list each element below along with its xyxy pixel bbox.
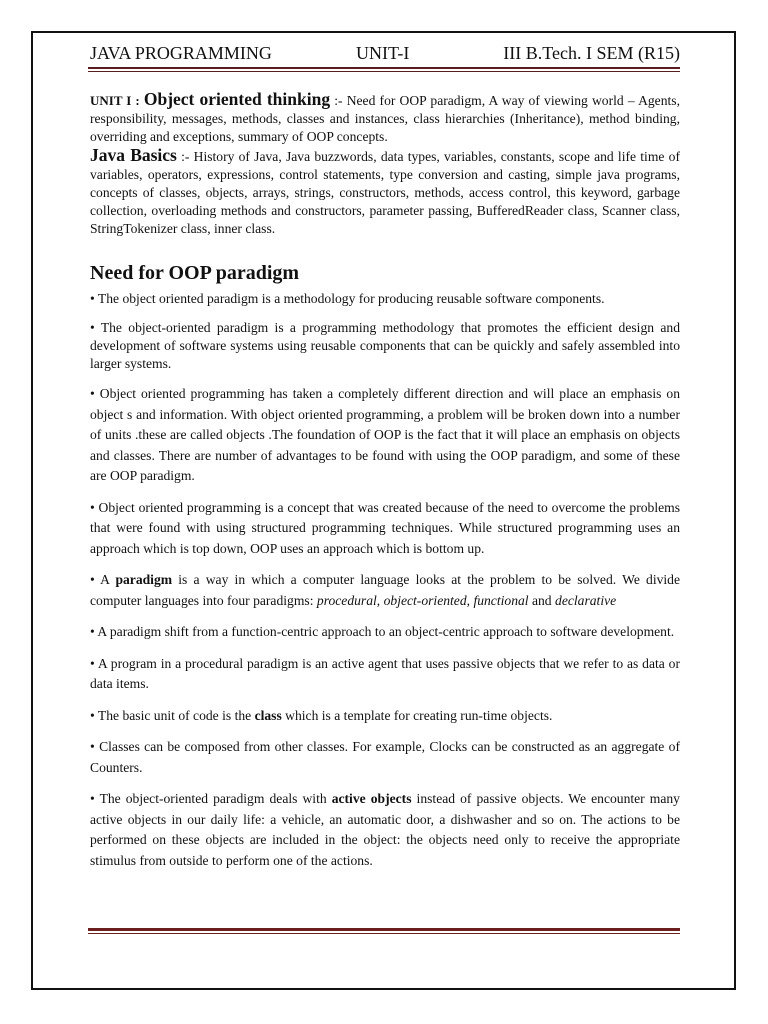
header-unit: UNIT-I [356, 43, 410, 63]
page-header [90, 43, 680, 67]
term-object-oriented: object-oriented [383, 592, 467, 608]
paragraph: • Object oriented programming is a concept that was created because of the need to overcome the problems that were found with using structured programming techniques. While structured programming uses an approach which is top down, OOP uses an approach which is bottom up. [90, 499, 680, 556]
header-course: JAVA PROGRAMMING [90, 43, 272, 63]
text-run: and [528, 592, 556, 608]
paragraph: • The object-oriented paradigm is a programming methodology that promotes the efficient design and development of software systems using reusable components that can be quickly and safely assembled into larger systems. [90, 320, 680, 371]
text-run: • A [90, 572, 116, 587]
text-run: , [466, 592, 474, 608]
java-basics-syllabus [90, 146, 680, 238]
text-run: • The basic unit of code is the [90, 707, 255, 723]
paragraph: • The object oriented paradigm is a methodology for producing reusable software components. [90, 291, 605, 306]
term-declarative: declarative [555, 592, 617, 608]
term-class: class [254, 707, 282, 723]
footer-rule [88, 928, 680, 931]
paragraph [90, 570, 680, 611]
term-functional: functional [473, 592, 529, 608]
paragraph [90, 789, 680, 871]
header-rule [88, 67, 680, 69]
section-title: Need for OOP paradigm [90, 262, 300, 284]
unit-one-syllabus [90, 90, 680, 146]
term-procedural: procedural [316, 592, 377, 608]
text-run: instead of passive objects. We encounter many active objects in our daily life: a vehicle, an automatic door, a dishwasher and so on. The actions to be performed on these objects are included in the object: the objects need only to receive the appropriate stimulus from outside to perform one of the actions. [90, 791, 680, 868]
header-rule-thin [88, 71, 680, 72]
term-active-objects: active objects [331, 791, 412, 806]
paragraph [90, 706, 680, 727]
header-semester: III B.Tech. I SEM (R15) [503, 43, 680, 63]
paragraph: • A program in a procedural paradigm is an active agent that uses passive objects that we refer to as data or data items. [90, 655, 680, 691]
section-body [90, 290, 680, 882]
text-run: , [376, 592, 384, 608]
text-run: • The object-oriented paradigm deals with [90, 791, 332, 806]
unit-topics: :- Need for OOP paradigm, A way of viewing world – Agents, responsibility, messages, methods, classes and instances, class hierarchies (Inheritance), method binding, overriding and exceptions, summary of OOP concepts. [90, 93, 680, 144]
paragraph: • Object oriented programming has taken a completely different direction and will place an emphasis on object s and information. With object oriented programming, a problem will be broken down into a number of units .these are called objects .The foundation of OOP is the fact that it will place an emphasis on objects and classes. There are number of advantages to be found with using the OOP paradigm, and some of these are OOP paradigm. [90, 386, 680, 483]
paragraph: • Classes can be composed from other classes. For example, Clocks can be constructed as an aggregate of Counters. [90, 739, 680, 775]
paragraph: • A paradigm shift from a function-centric approach to an object-centric approach to software development. [90, 624, 675, 639]
syllabus-block [90, 90, 680, 238]
text-run: is a way in which a computer language looks at the problem to be solved. We divide computer languages into four paradigms: [90, 572, 681, 608]
footer-rule-thin [88, 933, 680, 934]
term-paradigm: paradigm [115, 572, 173, 587]
text-run: which is a template for creating run-time objects. [281, 707, 553, 723]
basics-title: Java Basics [90, 145, 177, 165]
unit-title: Object oriented thinking [143, 89, 331, 109]
basics-topics: :- History of Java, Java buzzwords, data types, variables, constants, scope and life time of variables, operators, expressions, control statements, type conversion and casting, simple java programs, concepts of classes, objects, arrays, strings, constructors, methods, access control, this keyword, garbage collection, overloading methods and constructors, parameter passing, BufferedReader class, Scanner class, StringTokenizer class, inner class. [90, 149, 680, 236]
unit-label: UNIT I : [90, 93, 140, 108]
